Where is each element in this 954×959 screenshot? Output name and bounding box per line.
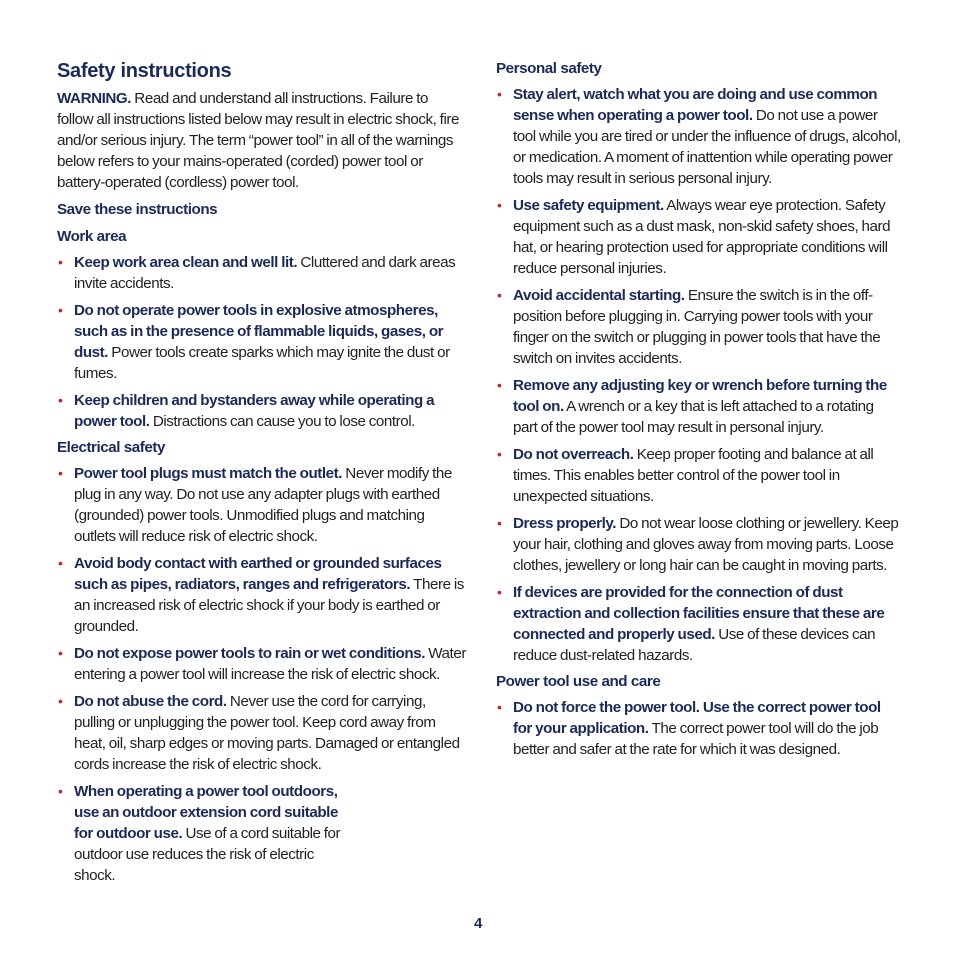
item-bold: Do not overreach. bbox=[513, 446, 634, 463]
list-item bbox=[496, 84, 901, 189]
bullet-icon: • bbox=[497, 377, 502, 393]
item-text: Use of a cord suitable for outdoor use reduces the risk of electric shock. bbox=[74, 825, 341, 884]
item-text: Use of these devices can reduce dust-related hazards. bbox=[513, 626, 876, 664]
item-text: The correct power tool will do the job better and safer at the rate for which it was designed. bbox=[513, 720, 879, 758]
list-item bbox=[496, 285, 901, 369]
list-item bbox=[496, 195, 901, 279]
personal-safety-heading: Personal safety bbox=[496, 60, 602, 77]
save-instructions-heading: Save these instructions bbox=[57, 201, 218, 218]
page-number: 4 bbox=[474, 915, 483, 932]
list-item bbox=[57, 553, 467, 637]
item-text: Distractions can cause you to lose control. bbox=[149, 413, 415, 430]
list-item bbox=[496, 444, 901, 507]
page-title: Safety instructions bbox=[57, 60, 232, 82]
list-item bbox=[496, 697, 901, 760]
item-text: There is an increased risk of electric shock if your body is earthed or grounded. bbox=[74, 576, 464, 635]
list-item bbox=[57, 300, 467, 384]
item-bold: Avoid accidental starting. bbox=[513, 287, 685, 304]
bullet-icon: • bbox=[58, 465, 63, 481]
item-text: Keep proper footing and balance at all times. This enables better control of the power tool in unexpected situations. bbox=[513, 446, 874, 505]
bullet-icon: • bbox=[497, 287, 502, 303]
item-bold: Keep work area clean and well lit. bbox=[74, 254, 298, 271]
item-bold: If devices are provided for the connection of dust extraction and collection facilities ensure that these are connected and properly used. bbox=[513, 584, 885, 643]
intro-paragraph bbox=[57, 88, 467, 193]
item-text: Never use the cord for carrying, pulling or unplugging the power tool. Keep cord away from heat, oil, sharp edges or moving parts. Damaged or entangled cords increase the risk of electric shock. bbox=[74, 693, 460, 773]
item-text: Power tools create sparks which may ignite the dust or fumes. bbox=[74, 344, 450, 382]
bullet-icon: • bbox=[58, 392, 63, 408]
bullet-icon: • bbox=[58, 693, 63, 709]
list-item bbox=[57, 643, 467, 685]
bullet-icon: • bbox=[58, 783, 63, 799]
list-item bbox=[496, 375, 901, 438]
item-text: Do not wear loose clothing or jewellery. Keep your hair, clothing and gloves away from moving parts. Loose clothes, jewellery or long hair can be caught in moving parts. bbox=[513, 515, 899, 574]
work-area-list bbox=[57, 252, 467, 432]
bullet-icon: • bbox=[58, 254, 63, 270]
right-column bbox=[496, 58, 901, 760]
item-text: Never modify the plug in any way. Do not use any adapter plugs with earthed (grounded) power tools. Unmodified plugs and matching outlets will reduce risk of electric shock. bbox=[74, 465, 452, 545]
intro-text: Read and understand all instructions. Failure to follow all instructions listed below may result in electric shock, fire and/or serious injury. The term “power tool” in all of the warnings below refers to your mains-operated (corded) power tool or battery-operated (cordless) power tool. bbox=[57, 90, 459, 191]
item-bold: Power tool plugs must match the outlet. bbox=[74, 465, 343, 482]
warning-label: WARNING. bbox=[57, 90, 132, 107]
bullet-icon: • bbox=[58, 555, 63, 571]
bullet-icon: • bbox=[497, 699, 502, 715]
left-column bbox=[57, 58, 467, 886]
bullet-icon: • bbox=[497, 446, 502, 462]
item-bold: Remove any adjusting key or wrench before turning the tool on. bbox=[513, 377, 887, 415]
work-area-heading: Work area bbox=[57, 228, 127, 245]
list-item bbox=[57, 252, 467, 294]
bullet-icon: • bbox=[497, 86, 502, 102]
electrical-safety-heading: Electrical safety bbox=[57, 439, 166, 456]
bullet-icon: • bbox=[497, 197, 502, 213]
item-bold: Do not operate power tools in explosive atmospheres, such as in the presence of flammable liquids, gases, or dust. bbox=[74, 302, 444, 361]
item-text: Do not use a power tool while you are tired or under the influence of drugs, alcohol, or medication. A moment of inattention while operating power tools may result in serious personal injury. bbox=[513, 107, 901, 187]
list-item bbox=[496, 513, 901, 576]
list-item bbox=[496, 582, 901, 666]
item-bold: Stay alert, watch what you are doing and use common sense when operating a power tool. bbox=[513, 86, 878, 124]
item-bold: Dress properly. bbox=[513, 515, 617, 532]
item-bold: When operating a power tool outdoors, use an outdoor extension cord suitable for outdoor use. bbox=[74, 783, 338, 842]
list-item bbox=[57, 390, 467, 432]
item-text: Always wear eye protection. Safety equipment such as a dust mask, non-skid safety shoes, hard hat, or hearing protection used for appropriate conditions will reduce personal injuries. bbox=[513, 197, 891, 277]
item-text: A wrench or a key that is left attached to a rotating part of the power tool may result in personal injury. bbox=[513, 398, 874, 436]
bullet-icon: • bbox=[58, 302, 63, 318]
electrical-safety-list bbox=[57, 463, 467, 886]
item-text: Water entering a power tool will increase the risk of electric shock. bbox=[74, 645, 466, 683]
list-item bbox=[57, 781, 467, 886]
bullet-icon: • bbox=[497, 584, 502, 600]
item-text: Ensure the switch is in the off-position before plugging in. Carrying power tools with your finger on the switch or plugging in power tools that have the switch on invites accidents. bbox=[513, 287, 881, 367]
item-bold: Do not abuse the cord. bbox=[74, 693, 227, 710]
list-item bbox=[57, 691, 467, 775]
item-bold: Use safety equipment. bbox=[513, 197, 664, 214]
personal-safety-list bbox=[496, 84, 901, 666]
bullet-icon: • bbox=[497, 515, 502, 531]
item-bold: Do not force the power tool. Use the correct power tool for your application. bbox=[513, 699, 881, 737]
item-text: Cluttered and dark areas invite accidents. bbox=[74, 254, 456, 292]
bullet-icon: • bbox=[58, 645, 63, 661]
power-tool-use-heading: Power tool use and care bbox=[496, 673, 661, 690]
list-item bbox=[57, 463, 467, 547]
item-bold: Keep children and bystanders away while operating a power tool. bbox=[74, 392, 435, 430]
power-tool-use-list bbox=[496, 697, 901, 760]
item-bold: Avoid body contact with earthed or grounded surfaces such as pipes, radiators, ranges and refrigerators. bbox=[74, 555, 442, 593]
item-bold: Do not expose power tools to rain or wet conditions. bbox=[74, 645, 425, 662]
